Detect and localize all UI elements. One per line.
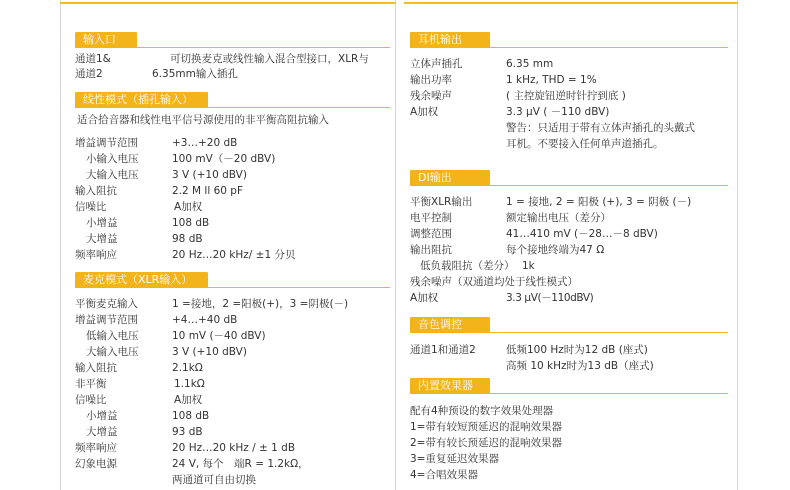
spec-value: 10 mV (－40 dBV) — [172, 330, 266, 342]
line-mode-header: 线性模式（插孔输入） — [75, 92, 208, 108]
spec-label: 调整范围 — [410, 228, 452, 240]
spec-label: 小输入电压 — [86, 153, 139, 165]
spec-label: 小增益 — [86, 217, 118, 229]
spec-value: 6.35 mm — [506, 58, 554, 70]
line-mode-header-rule — [75, 107, 390, 108]
spec-label: 小增益 — [86, 410, 118, 422]
spec-value: 每个接地终端为47 Ω — [506, 244, 605, 256]
spec-label: 大增益 — [86, 233, 118, 245]
spec-label: 平衡XLR输出 — [410, 196, 473, 208]
line-mode-intro: 适合拾音器和线性电平信号源使用的非平衡高阻抗输入 — [77, 114, 329, 126]
spec-label: 频率响应 — [75, 442, 117, 454]
effects-header: 内置效果器 — [410, 378, 490, 394]
spec-label: 增益调节范围 — [75, 137, 138, 149]
spec-value: 3 V (+10 dBV) — [172, 169, 247, 181]
spec-value: 3.3 μV ( －110 dBV) — [506, 106, 610, 118]
input-label-1: 通道1& — [75, 53, 111, 65]
spec-label: 平衡麦克输入 — [75, 298, 138, 310]
headphone-header-rule — [410, 47, 728, 48]
tone-low: 低频100 Hz时为12 dB (座式) — [506, 344, 648, 356]
di-load-label: 低负载阻抗（差分） — [420, 260, 515, 272]
effects-line: 3=重复延迟效果器 — [410, 453, 499, 465]
spec-value: A加权 — [174, 201, 203, 213]
left-border — [60, 0, 61, 490]
right-border — [737, 0, 738, 490]
spec-value: +4…+40 dB — [172, 314, 238, 326]
di-header: DI输出 — [410, 170, 490, 186]
spec-label: 信噪比 — [75, 201, 107, 213]
spec-label: 大增益 — [86, 426, 118, 438]
spec-value: 2.2 M ll 60 pF — [172, 185, 244, 197]
spec-value: 108 dB — [172, 217, 210, 229]
effects-line: 2=带有较长预延迟的混响效果器 — [410, 437, 562, 449]
spec-label: 输入阻抗 — [75, 185, 117, 197]
spec-label: A加权 — [410, 106, 439, 118]
spec-label: 低输入电压 — [86, 330, 139, 342]
di-header-rule — [410, 185, 728, 186]
spec-label: 电平控制 — [410, 212, 452, 224]
spec-value: 24 V, 每个 端R = 1.2kΩ， — [172, 458, 309, 470]
mic-mode-header-rule — [75, 287, 390, 288]
top-rule-left — [60, 2, 396, 4]
tone-header: 音色调控 — [410, 317, 490, 333]
spec-value: 额定输出电压（差分） — [506, 212, 611, 224]
spec-label: 信噪比 — [75, 394, 107, 406]
spec-value: A加权 — [174, 394, 203, 406]
spec-value: 1 =接地，2 =阳极(+)，3 =阴极(－) — [172, 298, 349, 310]
spec-label: 输出阻抗 — [410, 244, 452, 256]
spec-label: 大输入电压 — [86, 346, 139, 358]
effects-header-rule — [410, 393, 728, 394]
spec-value: 2.1kΩ — [172, 362, 203, 374]
spec-value: 1.1kΩ — [174, 378, 205, 390]
headphone-header: 耳机输出 — [410, 32, 490, 48]
tone-high: 高频 10 kHz时为13 dB（座式) — [506, 360, 654, 372]
headphone-warning-2: 耳机。不要接入任何单声道插孔。 — [506, 138, 664, 150]
spec-label: 非平衡 — [75, 378, 107, 390]
tone-header-rule — [410, 332, 728, 333]
spec-value: 98 dB — [172, 233, 203, 245]
input-header: 输入口 — [75, 32, 137, 48]
effects-line: 配有4种预设的数字效果处理器 — [410, 405, 554, 417]
spec-value: 93 dB — [172, 426, 203, 438]
spec-value: 1 kHz, THD = 1% — [506, 74, 597, 86]
di-load-value: 1k — [522, 260, 535, 272]
spec-value: 100 mV（－20 dBV) — [172, 153, 276, 165]
spec-value: 41…410 mV (－28…－8 dBV) — [506, 228, 658, 240]
input-desc-1: 可切换麦克或线性输入混合型接口，XLR与 — [170, 53, 369, 65]
top-rule-right — [404, 2, 738, 4]
center-divider — [395, 0, 396, 490]
spec-value: 108 dB — [172, 410, 210, 422]
input-header-rule — [75, 47, 390, 48]
spec-label: 频率响应 — [75, 249, 117, 261]
spec-value: 20 Hz…20 kHz / ± 1 dB — [172, 442, 296, 454]
di-aweight-value: 3.3 μV(－110dBV) — [506, 292, 594, 304]
spec-value: +3…+20 dB — [172, 137, 238, 149]
spec-label: 幻象电源 — [75, 458, 117, 470]
spec-label: 立体声插孔 — [410, 58, 463, 70]
input-label-2: 通道2 — [75, 68, 103, 80]
spec-label: 输出功率 — [410, 74, 452, 86]
spec-label: 输入阻抗 — [75, 362, 117, 374]
spec-label: 增益调节范围 — [75, 314, 138, 326]
mic-mode-last-line: 两通道可自由切换 — [172, 474, 256, 486]
di-aweight-label: A加权 — [410, 292, 439, 304]
mic-mode-header: 麦克模式（XLR输入） — [75, 272, 208, 288]
effects-line: 1=带有较短预延迟的混响效果器 — [410, 421, 562, 433]
headphone-warning-1: 警告：只适用于带有立体声插孔的头戴式 — [506, 122, 695, 134]
spec-value: 3 V (+10 dBV) — [172, 346, 247, 358]
spec-label: 大输入电压 — [86, 169, 139, 181]
spec-value: ( 主控旋钮逆时针拧到底 ) — [506, 90, 626, 102]
di-noise-line: 残余噪声（双通道均处于线性模式） — [410, 276, 578, 288]
spec-value: 20 Hz…20 kHz/ ±1 分贝 — [172, 249, 296, 261]
input-desc-2: 6.35mm输入插孔 — [152, 68, 238, 80]
effects-line: 4=合唱效果器 — [410, 469, 478, 481]
spec-value: 1 = 接地, 2 = 阳极 (+), 3 = 阴极 (－) — [506, 196, 692, 208]
tone-label: 通道1和通道2 — [410, 344, 476, 356]
spec-label: 残余噪声 — [410, 90, 452, 102]
